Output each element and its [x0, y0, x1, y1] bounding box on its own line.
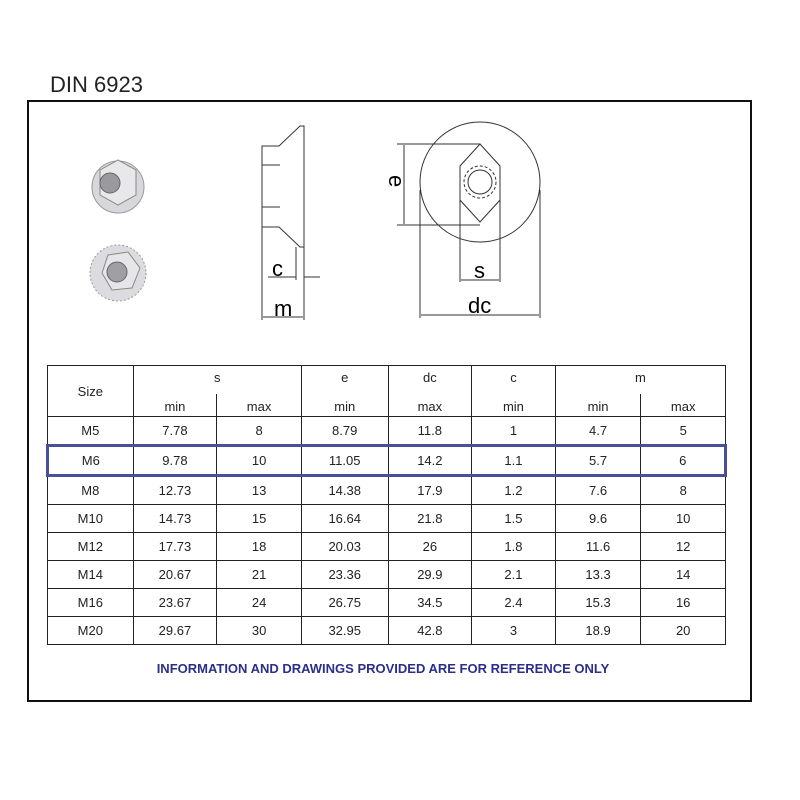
label-e: e: [384, 175, 409, 188]
table-cell: 13.3: [555, 561, 641, 589]
subheader: min: [133, 394, 217, 417]
table-cell: 16.64: [301, 505, 388, 533]
table-cell: 18.9: [555, 617, 641, 645]
table-cell: 17.73: [133, 533, 217, 561]
label-m: m: [274, 296, 293, 321]
header-e: e: [301, 366, 388, 395]
table-cell: 1: [472, 417, 556, 446]
table-cell: 29.9: [388, 561, 472, 589]
table-cell: M6: [48, 446, 134, 476]
header-s: s: [133, 366, 301, 395]
table-cell: 13: [217, 476, 302, 505]
table-cell: M16: [48, 589, 134, 617]
disclaimer: INFORMATION AND DRAWINGS PROVIDED ARE FOR REFERENCE ONLY: [156, 661, 610, 676]
table-cell: 10: [641, 505, 726, 533]
table-cell: 17.9: [388, 476, 472, 505]
table-row: [48, 533, 726, 561]
table-cell: 23.36: [301, 561, 388, 589]
header-dc: dc: [388, 366, 472, 395]
table-cell: 1.1: [472, 446, 556, 476]
header-c: c: [472, 366, 556, 395]
table-cell: 1.5: [472, 505, 556, 533]
table-cell: 14.2: [388, 446, 472, 476]
table-cell: 21.8: [388, 505, 472, 533]
table-cell: 1.2: [472, 476, 556, 505]
table-cell: 8: [217, 417, 302, 446]
table-cell: 11.6: [555, 533, 641, 561]
table-cell: M14: [48, 561, 134, 589]
table-cell: 7.6: [555, 476, 641, 505]
subheader: min: [472, 394, 556, 417]
table-row: [48, 617, 726, 645]
table-cell: 10: [217, 446, 302, 476]
table-cell: 5: [641, 417, 726, 446]
table-row-highlighted: [48, 446, 726, 476]
table-cell: 24: [217, 589, 302, 617]
table-cell: 12: [641, 533, 726, 561]
nut-photo-top: [92, 160, 144, 213]
dimension-table: [46, 365, 727, 645]
table-cell: 34.5: [388, 589, 472, 617]
table-cell: 16: [641, 589, 726, 617]
table-cell: 20.03: [301, 533, 388, 561]
label-dc: dc: [468, 293, 492, 318]
table-cell: 3: [472, 617, 556, 645]
header-size: Size: [48, 366, 134, 417]
label-c: c: [272, 256, 283, 281]
table-cell: 26: [388, 533, 472, 561]
table-cell: 8.79: [301, 417, 388, 446]
table-cell: 11.05: [301, 446, 388, 476]
table-cell: 14: [641, 561, 726, 589]
table-cell: 2.1: [472, 561, 556, 589]
subheader: max: [388, 394, 472, 417]
table-cell: 18: [217, 533, 302, 561]
table-cell: 9.78: [133, 446, 217, 476]
table-cell: 20.67: [133, 561, 217, 589]
side-view: [262, 126, 320, 320]
table-cell: 8: [641, 476, 726, 505]
table-cell: 42.8: [388, 617, 472, 645]
table-cell: M8: [48, 476, 134, 505]
table-row: [48, 589, 726, 617]
table-cell: 20: [641, 617, 726, 645]
page-title: DIN 6923: [50, 72, 143, 97]
subheader: max: [641, 394, 726, 417]
table-cell: 5.7: [555, 446, 641, 476]
table-row: [48, 476, 726, 505]
table-cell: 6: [641, 446, 726, 476]
label-s: s: [474, 258, 485, 283]
table-row: [48, 417, 726, 446]
table-cell: M5: [48, 417, 134, 446]
table-row: [48, 561, 726, 589]
table-cell: 23.67: [133, 589, 217, 617]
table-cell: 2.4: [472, 589, 556, 617]
table-cell: 21: [217, 561, 302, 589]
table-cell: 4.7: [555, 417, 641, 446]
table-cell: 26.75: [301, 589, 388, 617]
subheader: max: [217, 394, 302, 417]
subheader: min: [555, 394, 641, 417]
table-row: [48, 505, 726, 533]
table-cell: M12: [48, 533, 134, 561]
table-cell: 12.73: [133, 476, 217, 505]
subheader: min: [301, 394, 388, 417]
table-cell: 32.95: [301, 617, 388, 645]
table-cell: 11.8: [388, 417, 472, 446]
table-cell: 29.67: [133, 617, 217, 645]
table-cell: M10: [48, 505, 134, 533]
header-m: m: [555, 366, 725, 395]
table-cell: M20: [48, 617, 134, 645]
table-cell: 15: [217, 505, 302, 533]
table-cell: 15.3: [555, 589, 641, 617]
table-cell: 1.8: [472, 533, 556, 561]
front-view: [397, 122, 540, 318]
table-cell: 7.78: [133, 417, 217, 446]
table-cell: 9.6: [555, 505, 641, 533]
technical-drawing: [0, 0, 800, 360]
table-cell: 30: [217, 617, 302, 645]
nut-photo-bottom: [90, 245, 146, 301]
table-cell: 14.38: [301, 476, 388, 505]
table-cell: 14.73: [133, 505, 217, 533]
